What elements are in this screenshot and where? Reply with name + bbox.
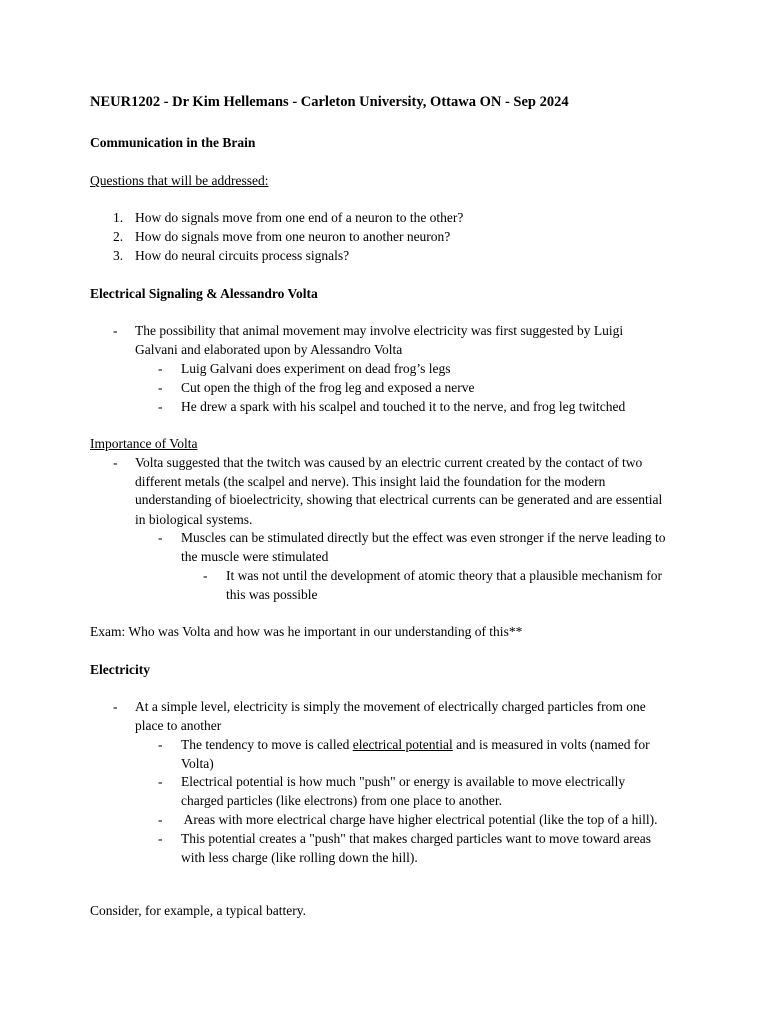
sub-bullet-dash: - (158, 831, 163, 846)
section-heading-volta: Electrical Signaling & Alessandro Volta (90, 286, 318, 301)
sub-bullet-text: Muscles can be stimulated directly but the effect was even stronger if the nerve leading to (181, 530, 666, 545)
exam-note: Exam: Who was Volta and how was he important in our understanding of this** (90, 624, 523, 639)
sub-bullet-text: This potential creates a "push" that makes charged particles want to move toward areas (181, 831, 651, 846)
sub-bullet-dash: - (158, 530, 163, 545)
bullet-text-line: At a simple level, electricity is simply the movement of electrically charged particles from one (135, 699, 646, 714)
question-number: 2. (113, 229, 124, 244)
battery-line: Consider, for example, a typical battery. (90, 903, 307, 918)
sub-bullet-dash: - (158, 737, 163, 752)
bullet-text-line: different metals (the scalpel and nerve). This insight laid the foundation for the modern (135, 474, 606, 489)
section-heading-communication: Communication in the Brain (90, 135, 256, 150)
electrical-potential-term: electrical potential (352, 737, 453, 752)
potential-suffix: and is measured in volts (named for (452, 737, 650, 752)
bullet-text-line: Galvani and elaborated upon by Alessandro Volta (135, 342, 403, 357)
question-number: 3. (113, 248, 124, 263)
sub-bullet-dash: - (158, 774, 163, 789)
document-title: NEUR1202 - Dr Kim Hellemans - Carleton University, Ottawa ON - Sep 2024 (90, 94, 569, 110)
section-heading-electricity: Electricity (90, 662, 150, 677)
question-text: How do signals move from one neuron to another neuron? (135, 229, 451, 244)
question-number: 1. (113, 210, 124, 225)
sub-bullet-text: Volta) (181, 756, 214, 771)
sub-bullet-text: the muscle were stimulated (181, 549, 329, 564)
bullet-text-line: understanding of bioelectricity, showing that electrical currents can be generated and are essential (135, 492, 663, 507)
sub-bullet-text: charged particles (like electrons) from one place to another. (181, 793, 502, 808)
bullet-dash: - (113, 455, 118, 470)
questions-heading: Questions that will be addressed: (90, 173, 269, 188)
sub-bullet-text: Electrical potential is how much "push" or energy is available to move electrically (181, 774, 626, 789)
bullet-text-line: place to another (135, 718, 222, 733)
sub-bullet-text: Luig Galvani does experiment on dead frog’s legs (181, 361, 451, 376)
sub-bullet-dash: - (158, 812, 163, 827)
sub-bullet-text: with less charge (like rolling down the hill). (181, 850, 418, 865)
bullet-text-line: The possibility that animal movement may involve electricity was first suggested by Luigi (135, 323, 624, 338)
question-text: How do signals move from one end of a neuron to the other? (135, 210, 464, 225)
question-text: How do neural circuits process signals? (135, 248, 350, 263)
sub-bullet-dash: - (158, 399, 163, 414)
bullet-text-line: Volta suggested that the twitch was caused by an electric current created by the contact of two (135, 455, 643, 470)
importance-heading: Importance of Volta (90, 436, 198, 451)
sub-sub-bullet-text: It was not until the development of atomic theory that a plausible mechanism for (226, 568, 663, 583)
bullet-text-line: in biological systems. (135, 512, 253, 527)
sub-bullet-text (181, 735, 650, 754)
sub-bullet-dash: - (158, 361, 163, 376)
bullet-dash: - (113, 699, 118, 714)
sub-bullet-text: Areas with more electrical charge have higher electrical potential (like the top of a hill). (181, 812, 658, 827)
sub-bullet-text: He drew a spark with his scalpel and touched it to the nerve, and frog leg twitched (181, 399, 626, 414)
sub-bullet-text: Cut open the thigh of the frog leg and exposed a nerve (181, 380, 475, 395)
sub-sub-bullet-dash: - (203, 568, 208, 583)
sub-sub-bullet-text: this was possible (226, 587, 318, 602)
potential-prefix: The tendency to move is called (181, 737, 353, 752)
bullet-dash: - (113, 323, 118, 338)
sub-bullet-dash: - (158, 380, 163, 395)
